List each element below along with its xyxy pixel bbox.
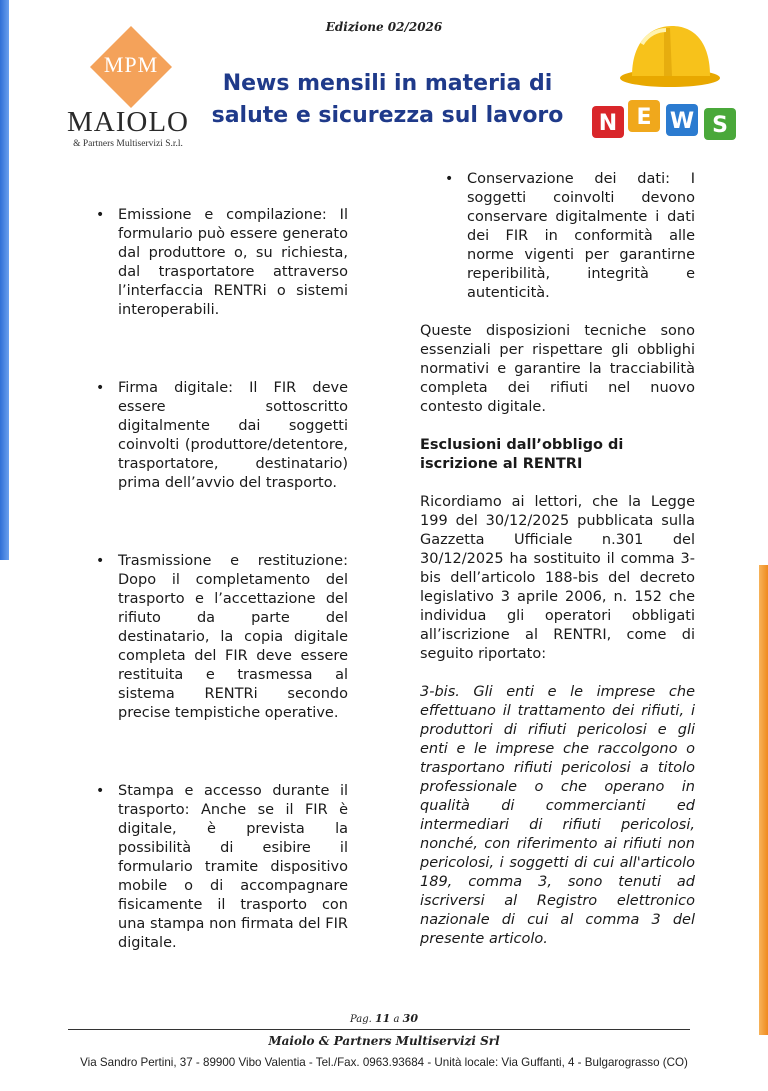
edition-label: Edizione 02/2026 — [325, 20, 443, 34]
left-edge-bar — [0, 0, 9, 560]
page-prefix: Pag. — [350, 1014, 372, 1025]
bullet-dot-icon: • — [96, 783, 105, 799]
headline-line-1: News mensili in materia di — [222, 71, 553, 96]
news-letter-n: N — [598, 111, 618, 136]
list-item — [96, 552, 348, 723]
page-number — [0, 1012, 768, 1025]
paragraph-law: Ricordiamo ai lettori, che la Legge 199 del 30/12/2025 pubblicata sulla Gazzetta Ufficiale n.301 del 30/12/2025 ha sostituito il comma 3-bis dell’articolo 188-bis del decreto legislativo 3 aprile 2006, n. 152 che individua gli operatori obbligati all’iscrizione al RENTRI, come di seguito riportato: — [420, 494, 695, 662]
footer-company: Maiolo & Partners Multiservizi Srl — [268, 1034, 500, 1048]
news-letter-e: E — [636, 105, 652, 130]
logo-name: MAIOLO — [67, 106, 189, 138]
list-item-text: Conservazione dei dati: I soggetti coinvolti devono conservare digitalmente i dati dei FIR in conformità alle norme vigenti per garantirne reperibilità, integrità e autenticità. — [467, 171, 695, 301]
hard-hat-icon — [618, 20, 722, 90]
bullet-dot-icon: • — [96, 553, 105, 569]
right-column — [420, 170, 695, 949]
paragraph-dispositions: Queste disposizioni tecniche sono essenziali per rispettare gli obblighi normativi e garantire la tracciabilità completa dei rifiuti nel nuovo contesto digitale. — [420, 323, 695, 415]
list-item-text: Trasmissione e restituzione: Dopo il completamento del trasporto e l’accettazione del rifiuto da parte del destinatario, la copia digitale completa del FIR deve essere restituita e trasmessa al sistema RENTRi secondo precise tempistiche operative. — [118, 553, 348, 721]
headline-line-2: salute e sicurezza sul lavoro — [211, 103, 564, 128]
company-logo — [62, 24, 194, 154]
bullet-dot-icon: • — [96, 207, 105, 223]
logo-initials: MPM — [103, 52, 159, 77]
footer-divider — [68, 1029, 690, 1030]
list-item — [96, 206, 348, 320]
list-item-text: Firma digitale: Il FIR deve essere sottoscritto digitalmente dai soggetti coinvolti (produttore/detentore, trasportatore, destinatario) prima dell’avvio del trasporto. — [118, 380, 348, 491]
bullet-dot-icon: • — [445, 171, 454, 187]
footer-address: Via Sandro Pertini, 37 - 89900 Vibo Valentia - Tel./Fax. 0963.93684 - Unità locale: Via Guffanti, 4 - Bulgarograsso (CO) — [80, 1056, 688, 1069]
page-headline — [205, 68, 570, 132]
news-blocks-icon — [590, 98, 740, 142]
logo-subtitle: & Partners Multiservizi S.r.l. — [73, 139, 183, 149]
list-item — [96, 782, 348, 953]
right-edge-bar — [759, 565, 768, 1035]
page-current: 11 — [375, 1012, 391, 1025]
list-item — [96, 379, 348, 493]
news-letter-s: S — [712, 113, 728, 138]
left-column — [96, 206, 348, 953]
list-item-text: Stampa e accesso durante il trasporto: Anche se il FIR è digitale, è prevista la possibilità di esibire il formulario tramite dispositivo mobile o di accompagnare fisicamente il trasporto con una stampa non firmata del FIR digitale. — [118, 783, 348, 951]
page-separator: a — [393, 1014, 400, 1025]
news-letter-w: W — [669, 109, 695, 134]
page-total: 30 — [402, 1012, 418, 1025]
quoted-article: 3-bis. Gli enti e le imprese che effettuano il trattamento dei rifiuti, i produttori di rifiuti pericolosi e gli enti e le imprese che raccolgono o trasportano rifiuti pericolosi a titolo professionale o che operano in qualità di commercianti ed intermediari di rifiuti pericolosi, nonché, con riferimento ai rifiuti non pericolosi, i soggetti di cui all'articolo 189, comma 3, sono tenuti ad iscriversi al Registro elettronico nazionale di cui al comma 3 del presente articolo. — [420, 684, 695, 947]
section-heading: Esclusioni dall’obbligo di iscrizione al RENTRI — [420, 437, 624, 472]
bullet-dot-icon: • — [96, 380, 105, 396]
list-item-text: Emissione e compilazione: Il formulario può essere generato dal produttore o, su richiesta, dal trasportatore attraverso l’interfaccia RENTRi o sistemi interoperabili. — [118, 207, 348, 318]
list-item — [445, 170, 695, 303]
